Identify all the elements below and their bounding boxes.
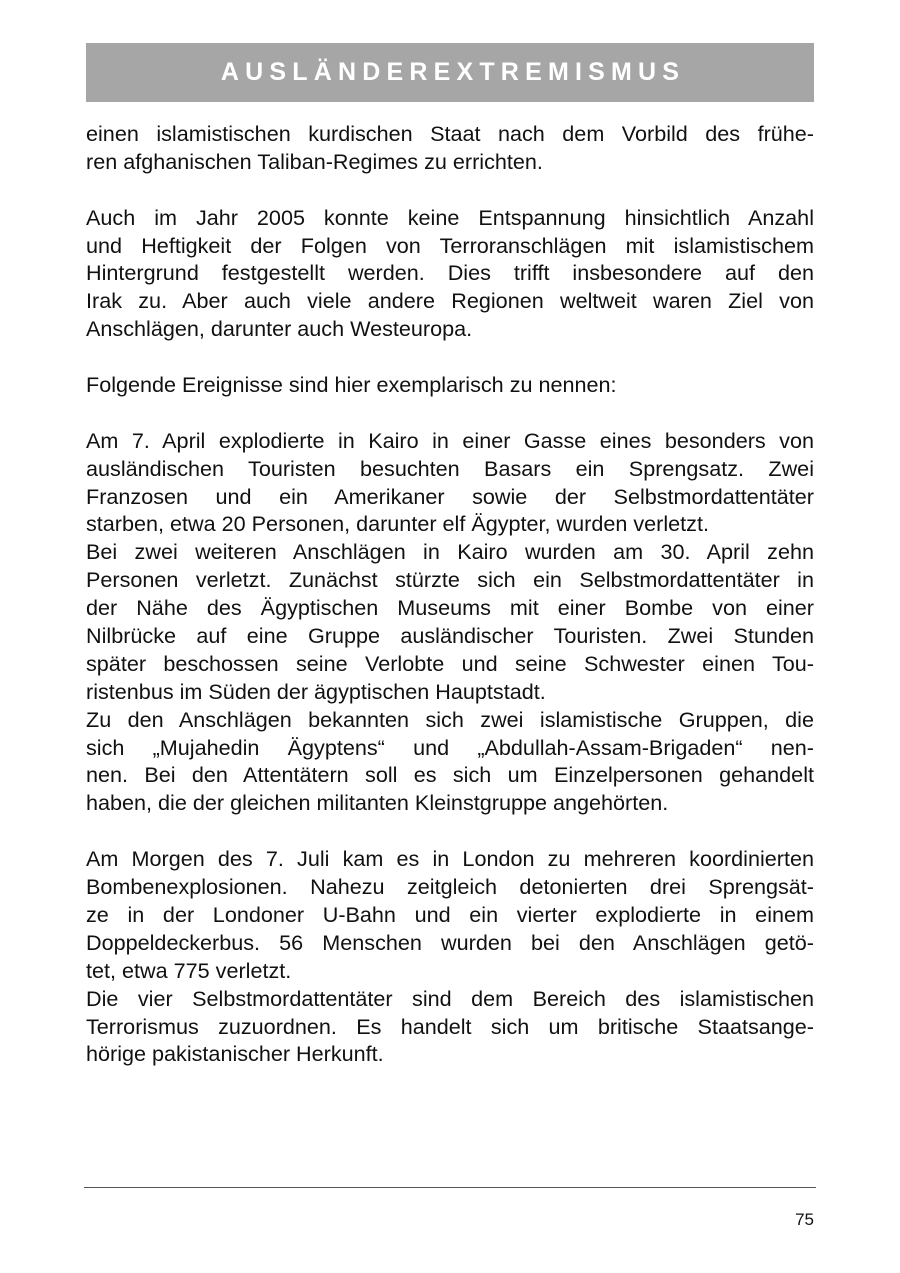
text-line: starben, etwa 20 Personen, darunter elf Ägypter, wurden verletzt. [86,511,709,537]
text-line: Irak zu. Aber auch viele andere Regionen weltweit waren Ziel von [86,288,814,314]
text-line: einen islamistischen kurdischen Staat nach dem Vorbild des frühe- [86,121,814,146]
text-line: Terrorismus zuzuordnen. Es handelt sich um britische Staatsange- [86,1013,814,1039]
paragraph-taliban [86,120,814,176]
text-line: Am Morgen des 7. Juli kam es in London zu mehreren koordinierten [86,846,814,872]
paragraph-london-july-7 [86,845,814,984]
text-line: Am 7. April explodierte in Kairo in einer Gasse eines besonders von [86,427,814,453]
page-number: 75 [795,1210,814,1229]
paragraph-kairo-april-7 [86,427,814,539]
section-header-bar [86,43,814,102]
text-line: nen. Bei den Attentätern soll es sich um Einzelpersonen gehandelt [86,762,814,788]
footer-divider [84,1187,816,1188]
paragraph-kairo-april-30 [86,538,814,705]
text-line: der Nähe des Ägyptischen Museums mit einer Bombe von einer [86,595,814,621]
text-line: ren afghanischen Taliban-Regimes zu errichten. [86,148,543,174]
text-line: hörige pakistanischer Herkunft. [86,1041,384,1067]
text-line: tet, etwa 775 verletzt. [86,957,292,983]
text-line: ze in der Londoner U-Bahn und ein vierter explodierte in einem [86,901,814,927]
text-line: Nilbrücke auf eine Gruppe ausländischer Touristen. Zwei Stunden [86,623,814,649]
text-line: später beschossen seine Verlobte und seine Schwester einen Tou- [86,650,814,676]
text-line: Bei zwei weiteren Anschlägen in Kairo wurden am 30. April zehn [86,539,814,565]
text-line: haben, die der gleichen militanten Kleinstgruppe angehörten. [86,790,669,816]
text-line: Anschlägen, darunter auch Westeuropa. [86,316,473,342]
text-line: Bombenexplosionen. Nahezu zeitgleich detonierten drei Sprengsät- [86,874,814,900]
text-line: Zu den Anschlägen bekannten sich zwei islamistische Gruppen, die [86,706,814,732]
paragraph-london-attackers [86,985,814,1069]
text-line: Folgende Ereignisse sind hier exemplarisch zu nennen: [86,372,617,398]
body-text [86,120,814,1068]
text-line: Doppeldeckerbus. 56 Menschen wurden bei den Anschlägen getö- [86,929,814,955]
text-line: Hintergrund festgestellt werden. Dies trifft insbesondere auf den [86,260,814,286]
paragraph-intro-events [86,371,814,399]
text-line: Die vier Selbstmordattentäter sind dem Bereich des islamistischen [86,985,814,1011]
paragraph-kairo-groups [86,706,814,818]
section-title: AUSLÄNDEREXTREMISMUS [220,58,686,86]
text-line: und Heftigkeit der Folgen von Terroranschlägen mit islamistischem [86,232,814,258]
text-line: sich „Mujahedin Ägyptens“ und „Abdullah-Assam-Brigaden“ nen- [86,734,814,760]
text-line: Franzosen und ein Amerikaner sowie der Selbstmordattentäter [86,483,814,509]
paragraph-2005-overview [86,204,814,343]
text-line: ristenbus im Süden der ägyptischen Hauptstadt. [86,678,546,704]
text-line: ausländischen Touristen besuchten Basars ein Sprengsatz. Zwei [86,455,814,481]
text-line: Personen verletzt. Zunächst stürzte sich ein Selbstmordattentäter in [86,567,814,593]
text-line: Auch im Jahr 2005 konnte keine Entspannung hinsichtlich Anzahl [86,204,814,230]
